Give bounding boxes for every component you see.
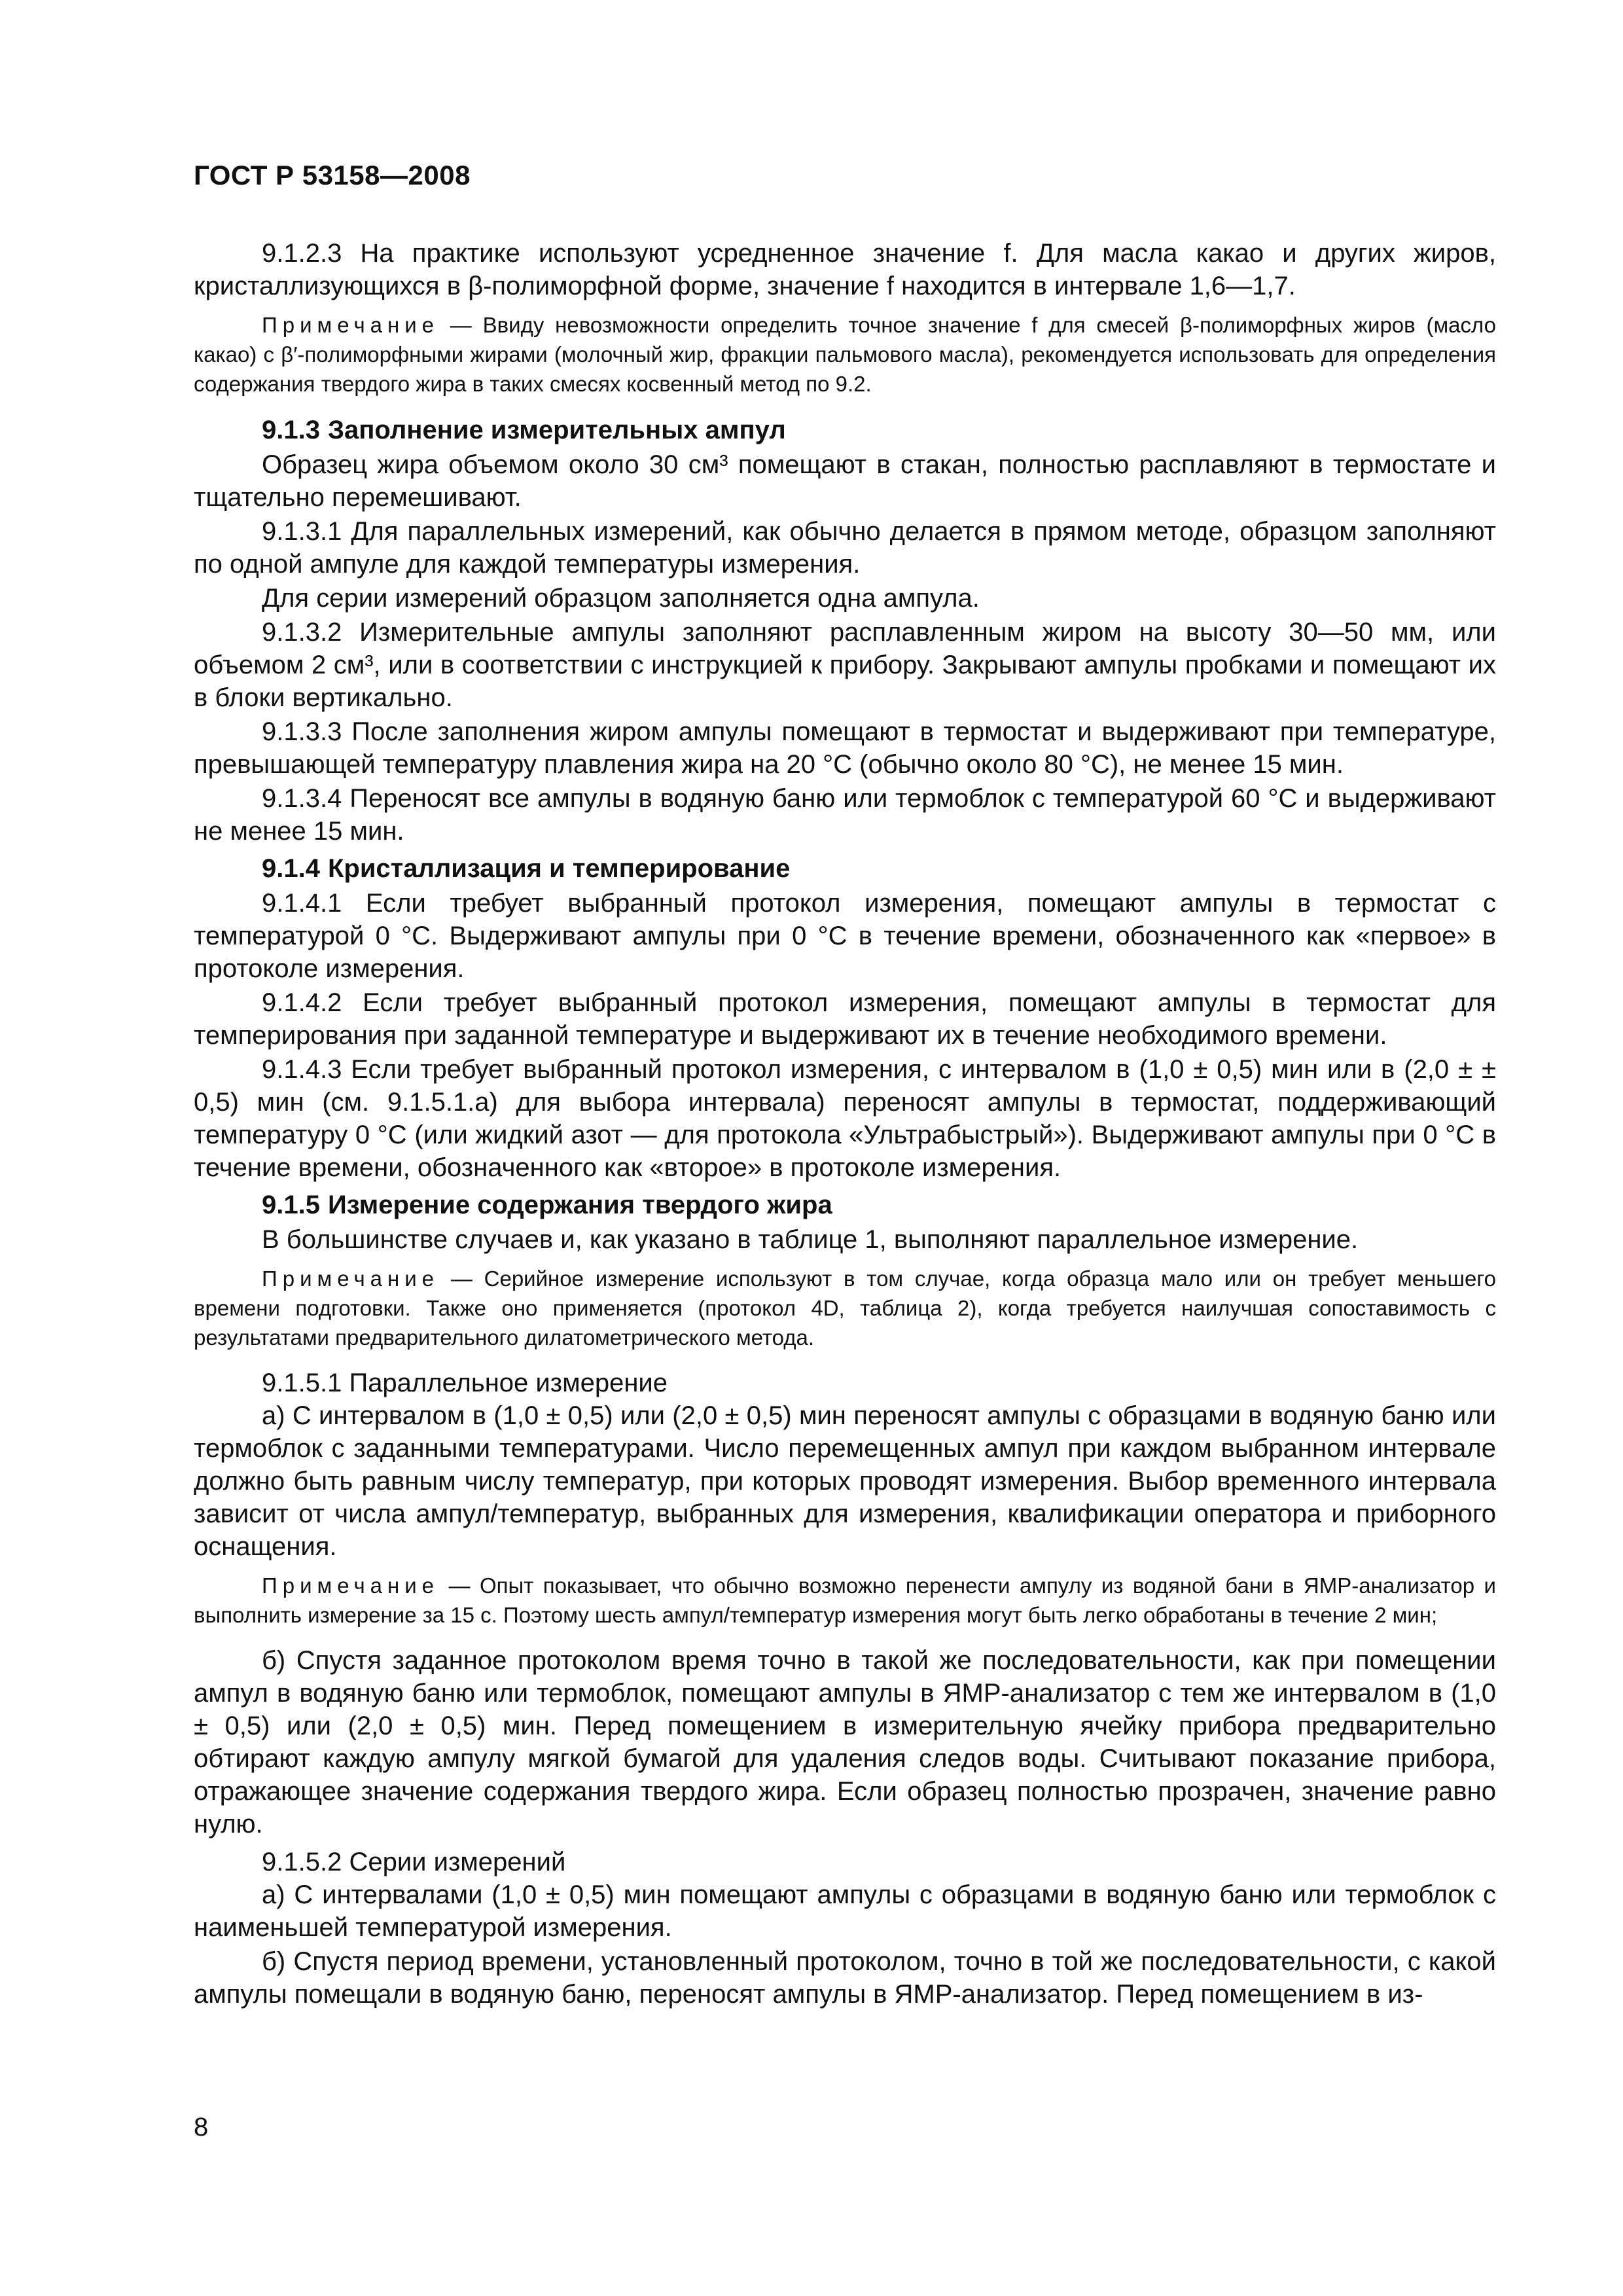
page-number: 8 xyxy=(194,2113,209,2142)
note-label: Примечание xyxy=(262,1573,440,1598)
note-label: Примечание xyxy=(262,313,440,337)
paragraph: 9.1.4.2 Если требует выбранный протокол измерения, помещают ампулы в термостат для темперирования при заданной температуре и выдерживают их в течение необходимого времени. xyxy=(194,988,1496,1050)
subsection-heading: 9.1.5.1 Параллельное измерение xyxy=(262,1369,668,1397)
section-number: 9.1.5 xyxy=(262,1191,320,1219)
note-label: Примечание xyxy=(262,1266,440,1291)
subsection-heading: 9.1.5.2 Серии измерений xyxy=(262,1848,566,1876)
section-number: 9.1.3 xyxy=(262,416,320,444)
paragraph: б) Спустя заданное протоколом время точно в такой же последовательности, как при помещении ампул в водяную баню или термоблок, помещают ампулы в ЯМР-анализатор с тем же интервалом в (1,0 ± 0,5) или (2,0 ± 0,5) мин. Перед помещением в измерительную ячейку прибора предварительно обтирают каждую ампулу мягкой бумагой для удаления следов воды. Считывают показание прибора, отражающее значение содержания твердого жира. Если образец полностью прозрачен, значение равно нулю. xyxy=(194,1646,1496,1839)
section-heading xyxy=(194,1188,1496,1222)
paragraph: 9.1.3.2 Измерительные ампулы заполняют расплавленным жиром на высоту 30—50 мм, или объемом 2 см³, или в соответствии с инструкцией к прибору. Закрывают ампулы пробками и помещают их в блоки вертикально. xyxy=(194,618,1496,712)
section-title: Кристаллизация и темперирование xyxy=(327,854,791,883)
paragraph: 9.1.4.3 Если требует выбранный протокол измерения, с интервалом в (1,0 ± 0,5) мин или в (2,0 ± ± 0,5) мин (см. 9.1.5.1.а) для выбора интервала) переносят ампулы в термостат, поддерживающий температуру 0 °С (или жидкий азот — для протокола «Ультрабыстрый»). Выдерживают ампулы при 0 °С в течение времени, обозначенного как «второе» в протоколе измерения. xyxy=(194,1055,1496,1182)
paragraph: б) Спустя период времени, установленный протоколом, точно в той же последовательности, с какой ампулы помещали в водяную баню, переносят ампулы в ЯМР-анализатор. Перед помещением в из- xyxy=(194,1947,1496,2009)
document-body xyxy=(194,237,1496,2012)
note-paragraph xyxy=(194,1264,1496,1352)
section-title: Заполнение измерительных ампул xyxy=(327,416,786,444)
section-number: 9.1.4 xyxy=(262,854,320,883)
paragraph: 9.1.4.1 Если требует выбранный протокол измерения, помещают ампулы в термостат с температурой 0 °С. Выдерживают ампулы при 0 °С в течение времени, обозначенного как «первое» в протоколе измерения. xyxy=(194,889,1496,983)
paragraph: 9.1.3.1 Для параллельных измерений, как обычно делается в прямом методе, образцом заполняют по одной ампуле для каждой температуры измерения. xyxy=(194,517,1496,579)
paragraph: 9.1.2.3 На практике используют усредненное значение f. Для масла какао и других жиров, кристаллизующихся в β-полиморфной форме, значение f находится в интервале 1,6—1,7. xyxy=(194,239,1496,300)
note-text: — Опыт показывает, что обычно возможно перенести ампулу из водяной бани в ЯМР-анализатор и выполнить измерение за 15 с. Поэтому шесть ампул/температур измерения могут быть легко обработаны в течение 2 мин; xyxy=(194,1573,1496,1627)
document-header-title: ГОСТ Р 53158—2008 xyxy=(194,160,471,190)
section-title: Измерение содержания твердого жира xyxy=(327,1191,832,1219)
section-heading xyxy=(194,413,1496,447)
section-heading xyxy=(194,852,1496,886)
note-paragraph xyxy=(194,1571,1496,1630)
paragraph: В большинстве случаев и, как указано в таблице 1, выполняют параллельное измерение. xyxy=(262,1225,1359,1254)
paragraph: 9.1.3.4 Переносят все ампулы в водяную баню или термоблок с температурой 60 °С и выдерживают не менее 15 мин. xyxy=(194,784,1496,846)
paragraph: а) С интервалами (1,0 ± 0,5) мин помещают ампулы с образцами в водяную баню или термоблок с наименьшей температурой измерения. xyxy=(194,1880,1496,1942)
paragraph: Для серии измерений образцом заполняется одна ампула. xyxy=(262,584,980,613)
paragraph: 9.1.3.3 После заполнения жиром ампулы помещают в термостат и выдерживают при температуре, превышающей температуру плавления жира на 20 °С (обычно около 80 °С), не менее 15 мин. xyxy=(194,717,1496,779)
note-paragraph xyxy=(194,310,1496,399)
paragraph: Образец жира объемом около 30 см³ помещают в стакан, полностью расплавляют в термостате и тщательно перемешивают. xyxy=(194,450,1496,512)
note-text: — Ввиду невозможности определить точное значение f для смесей β-полиморфных жиров (масло какао) с β′-полиморфными жирами (молочный жир, фракции пальмового масла), рекомендуется использовать для определения содержания твердого жира в таких смесях косвенный метод по 9.2. xyxy=(194,313,1496,396)
paragraph: а) С интервалом в (1,0 ± 0,5) или (2,0 ± 0,5) мин переносят ампулы с образцами в водяную баню или термоблок с заданными температурами. Число перемещенных ампул при каждом выбранном интервале должно быть равным числу температур, при которых проводят измерения. Выбор временного интервала зависит от числа ампул/температур, выбранных для измерения, квалификации оператора и приборного оснащения. xyxy=(194,1401,1496,1561)
note-text: — Серийное измерение используют в том случае, когда образца мало или он требует меньшего времени подготовки. Также оно применяется (протокол 4D, таблица 2), когда требуется наилучшая сопоставимость с результатами предварительного дилатометрического метода. xyxy=(194,1266,1496,1350)
